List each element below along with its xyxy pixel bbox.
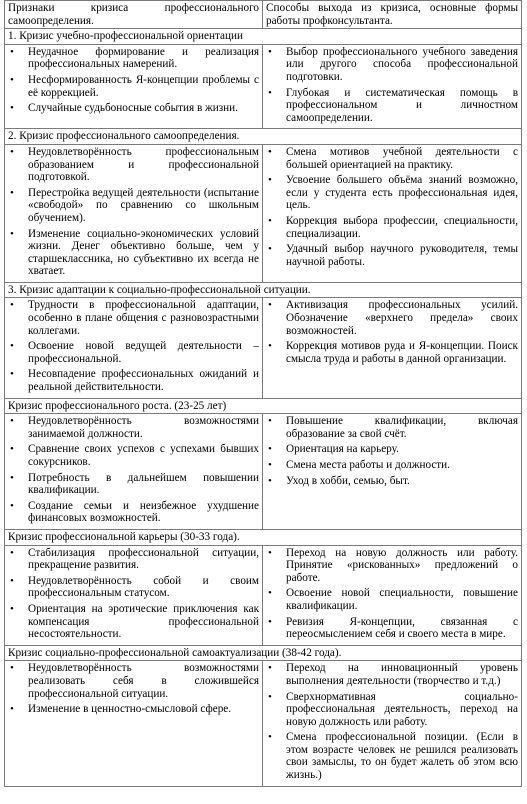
bullet-icon: • (10, 186, 14, 199)
exit-ways-cell (263, 44, 522, 129)
list-item (8, 228, 259, 278)
list-item (8, 703, 259, 716)
list-item (266, 731, 518, 781)
bullet-icon: • (10, 145, 14, 158)
section-content-row (5, 298, 522, 398)
section-title: Кризис социально-профессиональной самоактуализации (38-42 года). (5, 645, 522, 661)
section-title: 1. Кризис учебно-профессиональной ориентации (5, 29, 522, 45)
list-item (8, 187, 259, 225)
bullet-icon: • (10, 340, 14, 353)
bullet-icon: • (10, 73, 14, 86)
bullet-icon: • (10, 499, 14, 512)
list-item-text: Изменение в ценностно-смысловой сфере. (28, 703, 232, 716)
list-item-text: Ориентация на эротические приключения как компенсация профессиональной несостоятельности. (28, 602, 259, 641)
list-item (8, 575, 259, 600)
bullet-icon: • (268, 546, 272, 559)
section-title-row (5, 398, 522, 414)
list-item-text: Смена профессиональной позиции. (Если в этом возрасте человек не решился реализовать свои замыслы, то он будет жалеть об этом всю жизнь.) (286, 731, 518, 782)
bullet-icon: • (268, 415, 272, 428)
crisis-table-document (4, 0, 521, 787)
list-item-text: Случайные судьбоносные события в жизни. (28, 102, 238, 115)
list-item (8, 662, 259, 700)
bullet-icon: • (268, 587, 272, 600)
list-item-text: Сверхнормативная социально-профессиональная деятельность, переход на новую должность или работу. (286, 690, 518, 728)
list-item-text: Потребность в дальнейшем повышении квалификации. (28, 471, 259, 497)
list-item-text: Коррекция мотивов руда и Я-концепции. Поиск смысла труда и работы в данной организации. (286, 340, 518, 365)
bullet-icon: • (10, 471, 14, 484)
header-col-signs: Признаки кризиса профессионального самоопределения. (5, 1, 263, 29)
section-title-row (5, 529, 522, 545)
exit-ways-list (266, 46, 518, 125)
list-item-text: Несформированность Я-концепции проблемы с её коррекцией. (28, 73, 259, 99)
bullet-icon: • (268, 474, 272, 487)
list-item-text: Сравнение своих успехов с успехами бывших сокурсников. (28, 443, 259, 468)
list-item (266, 174, 518, 212)
list-item (8, 74, 259, 99)
section-title: 2. Кризис профессионального самоопределения. (5, 129, 522, 145)
list-item-text: Повышение квалификации, включая образование за свой счёт. (286, 415, 518, 440)
bullet-icon: • (268, 690, 272, 703)
list-item (8, 415, 259, 440)
list-item (266, 215, 518, 240)
section-title-row (5, 129, 522, 145)
bullet-icon: • (268, 443, 272, 456)
list-item (8, 102, 259, 115)
list-item (266, 587, 518, 612)
bullet-icon: • (268, 662, 272, 675)
exit-ways-cell (263, 144, 522, 282)
exit-ways-list (266, 299, 518, 365)
list-item (266, 146, 518, 171)
crisis-signs-list (8, 547, 259, 641)
exit-ways-list (266, 415, 518, 487)
list-item-text: Переход на новую должность или работу. Принятие «рискованных» предложений о работе. (286, 546, 518, 584)
list-item-text: Коррекция выбора профессии, специальности, специализации. (286, 214, 518, 240)
list-item (8, 340, 259, 365)
list-item-text: Стабилизация профессиональной ситуации, прекращение развития. (28, 546, 259, 572)
list-item (8, 368, 259, 393)
section-title: Кризис профессиональной карьеры (30-33 года). (5, 529, 522, 545)
section-title-row (5, 29, 522, 45)
bullet-icon: • (268, 731, 272, 744)
list-item (266, 87, 518, 125)
list-item (266, 243, 518, 268)
bullet-icon: • (268, 174, 272, 187)
exit-ways-cell (263, 414, 522, 530)
list-item-text: Глубокая и систематическая помощь в профессиональном и личностном самоопределении. (286, 86, 518, 124)
bullet-icon: • (10, 415, 14, 428)
list-item (266, 443, 518, 456)
section-title-row (5, 645, 522, 661)
bullet-icon: • (10, 574, 14, 587)
list-item (8, 299, 259, 337)
crisis-table (4, 0, 522, 787)
exit-ways-cell (263, 298, 522, 398)
bullet-icon: • (268, 299, 272, 312)
bullet-icon: • (10, 443, 14, 456)
bullet-icon: • (268, 45, 272, 58)
page-footer-cutoff (4, 796, 521, 804)
crisis-signs-list (8, 662, 259, 715)
list-item (266, 46, 518, 84)
list-item-text: Перестройка ведущей деятельности (испытание «свободой» по сравнению со школьным обучением). (28, 186, 259, 224)
list-item (8, 603, 259, 641)
bullet-icon: • (10, 602, 14, 615)
section-content-row (5, 44, 522, 129)
bullet-icon: • (10, 102, 14, 115)
crisis-signs-cell (5, 661, 263, 786)
list-item-text: Неудачное формирование и реализация профессиональных намерений. (28, 45, 259, 71)
bullet-icon: • (268, 243, 272, 256)
section-title: Кризис профессионального роста. (23-25 лет) (5, 398, 522, 414)
list-item (8, 472, 259, 497)
section-title: 3. Кризис адаптации к социально-профессиональной ситуации. (5, 282, 522, 298)
list-item-text: Освоение новой ведущей деятельности – профессиональной. (28, 340, 259, 365)
list-item (8, 547, 259, 572)
bullet-icon: • (10, 662, 14, 675)
list-item (8, 443, 259, 468)
list-item-text: Ревизия Я-концепции, связанная с переосмыслением себя и своего места в мире. (286, 615, 518, 641)
list-item (8, 146, 259, 184)
list-item (266, 691, 518, 729)
bullet-icon: • (10, 45, 14, 58)
bullet-icon: • (268, 340, 272, 353)
bullet-icon: • (268, 459, 272, 471)
list-item-text: Изменение социально-экономических условий жизни. Денег объективно больше, чем у старшеклассника, но субъективно их всегда не хватает. (28, 227, 259, 278)
list-item-text: Трудности в профессиональной адаптации, особенно в плане общения с разновозрастными коллегами. (28, 299, 259, 337)
crisis-signs-cell (5, 298, 263, 398)
exit-ways-cell (263, 545, 522, 645)
bullet-icon: • (268, 615, 272, 628)
exit-ways-list (266, 662, 518, 781)
list-item (266, 415, 518, 440)
list-item-text: Усвоение большего объёма знаний возможно, если у студента есть профессиональная идея, цель. (286, 174, 518, 212)
list-item-text: Ориентация на карьеру. (286, 443, 399, 456)
bullet-icon: • (10, 703, 14, 716)
crisis-signs-list (8, 299, 259, 393)
list-item-text: Неудовлетворённость профессиональным образованием и профессиональной подготовкой. (28, 145, 259, 184)
exit-ways-list (266, 146, 518, 268)
bullet-icon: • (10, 227, 14, 240)
bullet-icon: • (10, 368, 14, 381)
list-item-text: Несовпадение профессиональных ожиданий и реальной действительности. (28, 368, 259, 394)
section-content-row (5, 661, 522, 786)
table-header-row (5, 1, 522, 29)
crisis-signs-cell (5, 545, 263, 645)
list-item (266, 340, 518, 365)
list-item-text: Создание семьи и неизбежное ухудшение финансовых возможностей. (28, 499, 259, 525)
section-title-row (5, 282, 522, 298)
header-col-ways: Способы выхода из кризиса, основные формы работы профконсультанта. (263, 1, 522, 29)
bullet-icon: • (268, 86, 272, 99)
list-item-text: Уход в хобби, семью, быт. (286, 474, 410, 487)
crisis-signs-list (8, 146, 259, 278)
bullet-icon: • (10, 546, 14, 559)
list-item-text: Неудовлетворённость возможностями реализовать себя в сложившейся профессиональной ситуации. (28, 662, 259, 700)
list-item-text: Выбор профессионального учебного заведения или другого способа профессиональной подготовки. (286, 45, 518, 83)
list-item-text: Переход на инновационный уровень выполнения деятельности (творчество и т.д.) (286, 662, 518, 687)
list-item (266, 299, 518, 337)
list-item-text: Освоение новой специальности, повышение квалификации. (286, 587, 518, 612)
bullet-icon: • (268, 214, 272, 227)
list-item (8, 500, 259, 525)
section-content-row (5, 414, 522, 530)
list-item (266, 475, 518, 488)
exit-ways-list (266, 547, 518, 641)
list-item (266, 616, 518, 641)
list-item-text: Неудовлетворённость собой и своим профессиональным статусом. (28, 574, 259, 600)
crisis-signs-cell (5, 144, 263, 282)
bullet-icon: • (268, 145, 272, 158)
bullet-icon: • (10, 299, 14, 312)
list-item-text: Удачный выбор научного руководителя, темы научной работы. (286, 243, 518, 268)
list-item (266, 547, 518, 585)
list-item-text: Смена мотивов учебной деятельности с большей ориентацией на практику. (286, 145, 518, 171)
crisis-signs-cell (5, 44, 263, 129)
crisis-signs-list (8, 415, 259, 525)
list-item-text: Активизация профессиональных усилий. Обозначение «верхнего предела» своих возможностей. (286, 299, 518, 337)
list-item (8, 46, 259, 71)
crisis-signs-list (8, 46, 259, 115)
section-content-row (5, 144, 522, 282)
list-item-text: Неудовлетворённость возможностями занимаемой должности. (28, 415, 259, 440)
list-item (266, 662, 518, 687)
exit-ways-cell (263, 661, 522, 786)
list-item-text: Смена места работы и должности. (286, 459, 450, 471)
section-content-row (5, 545, 522, 645)
list-item (266, 459, 518, 472)
crisis-signs-cell (5, 414, 263, 530)
